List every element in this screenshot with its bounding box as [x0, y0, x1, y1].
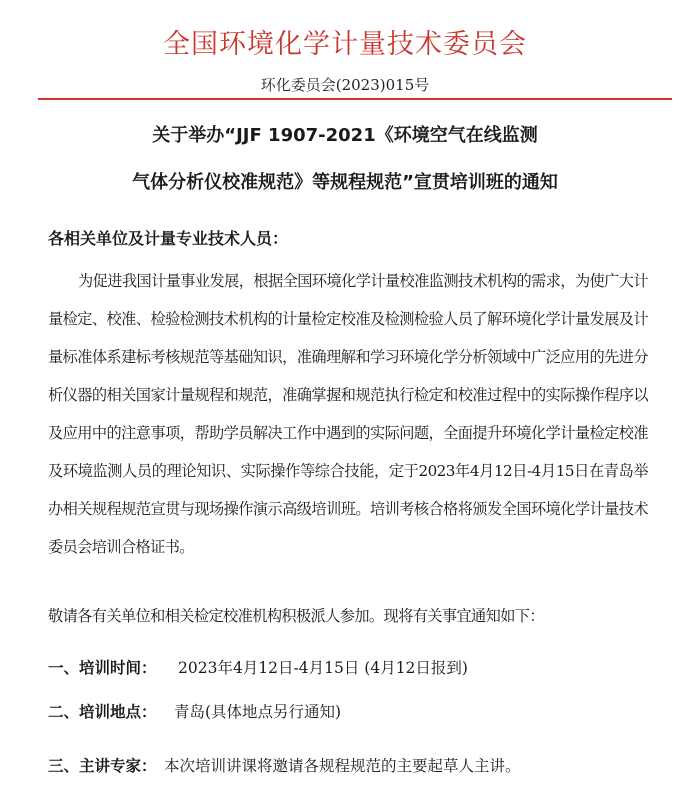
item-value: 本次培训讲课将邀请各规程规范的主要起草人主讲。	[164, 757, 521, 775]
item-label: 二、培训地点：	[48, 703, 157, 721]
header-divider	[38, 98, 672, 100]
item-label: 一、培训时间：	[48, 659, 157, 677]
salutation: 各相关单位及计量专业技术人员：	[48, 229, 289, 248]
item-value: 青岛(具体地点另行通知)	[174, 703, 342, 721]
document-number: 环化委员会(2023)015号	[260, 76, 430, 94]
item-value: 2023年4月12日-4月15日 (4月12日报到)	[178, 659, 468, 677]
organization-title: 全国环境化学计量技术委员会	[163, 29, 527, 60]
item-training-location	[48, 700, 341, 722]
item-training-time	[48, 656, 468, 678]
notice-title-line-2: 气体分析仪校准规范》等规程规范”宣贯培训班的通知	[132, 172, 558, 193]
closing-sentence: 敬请各有关单位和相关检定校准机构积极派人参加。现将有关事宜通知如下：	[48, 607, 544, 625]
notice-title-line-1: 关于举办“JJF 1907-2021《环境空气在线监测	[152, 125, 538, 146]
body-paragraph: 为促进我国计量事业发展，根据全国环境化学计量校准监测技术机构的需求，为使广大计量检定、校准、检验检测技术机构的计量检定校准及检测检验人员了解环境化学计量发展及计量标准体系建标考核规范等基础知识，准确理解和学习环境化学分析领域中广泛应用的先进分析仪器的相关国家计量规程和规范，准确掌握和规范执行检定和校准过程中的实际操作程序以及应用中的注意事项，帮助学员解决工作中遇到的实际问题，全面提升环境化学计量检定校准及环境监测人员的理论知识、实际操作等综合技能，定于2023年4月12日-4月15日在青岛举办相关规程规范宣贯与现场操作演示高级培训班。培训考核合格将颁发全国环境化学计量技术委员会培训合格证书。	[48, 272, 648, 556]
item-label: 三、主讲专家：	[48, 757, 157, 775]
item-lecturers	[48, 754, 521, 776]
